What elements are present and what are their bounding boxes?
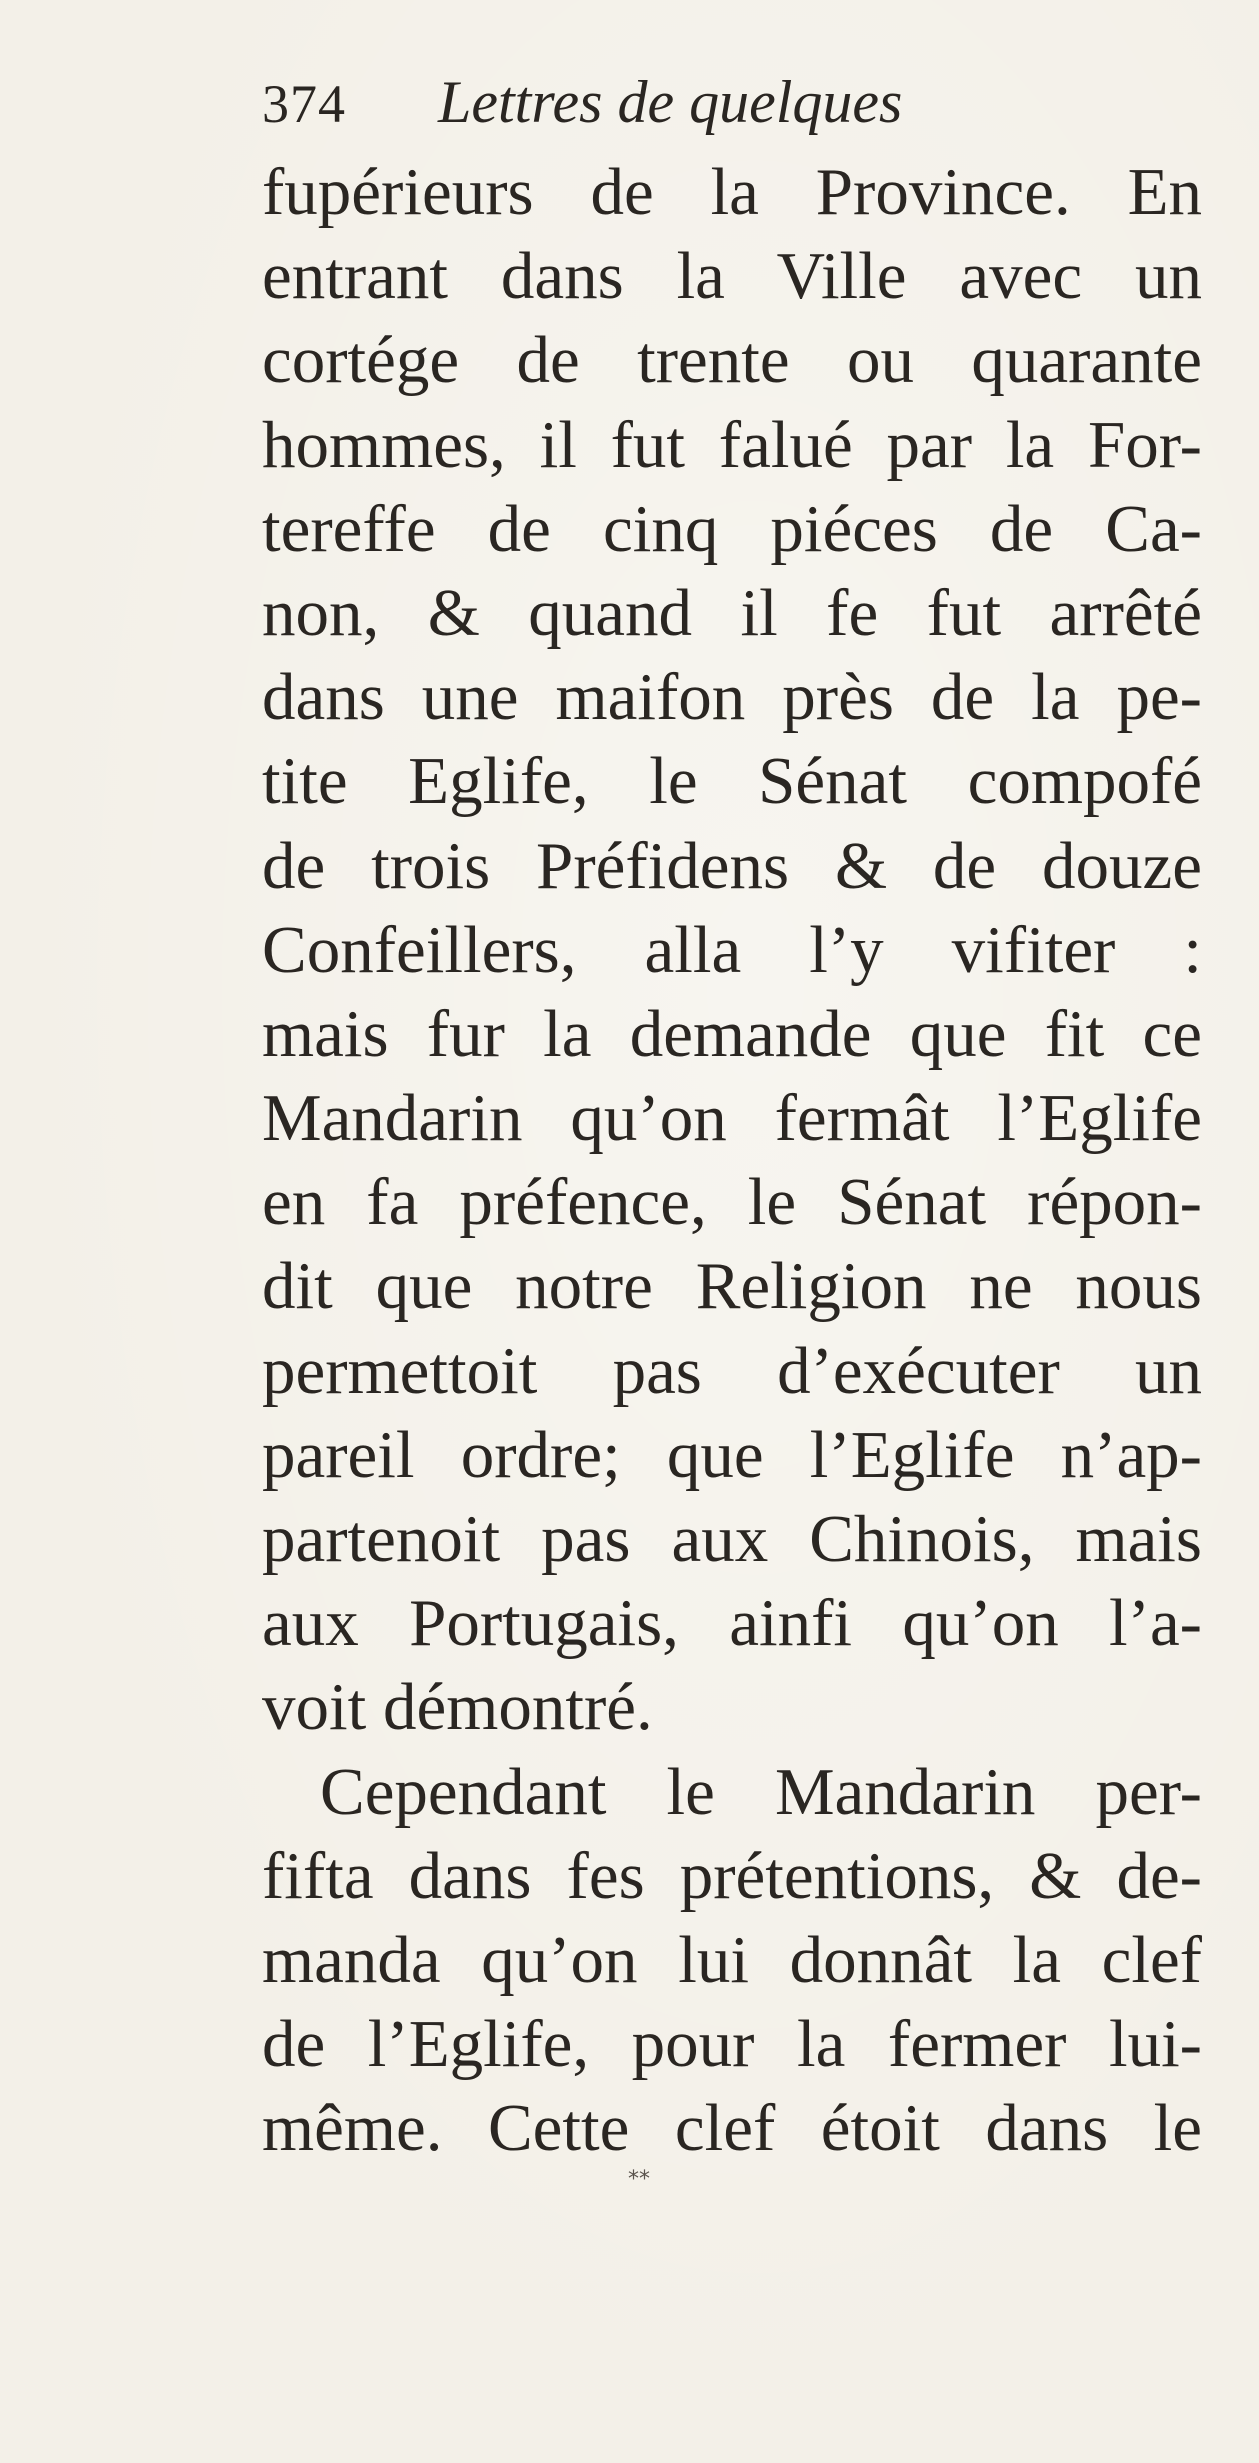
text-line: fifta dans fes prétentions, & de- bbox=[262, 1838, 1202, 1913]
running-title: Lettres de quelques bbox=[438, 69, 903, 135]
text-line: non, & quand il fe fut arrêté bbox=[262, 575, 1202, 650]
text-line: dans une maifon près de la pe- bbox=[262, 660, 1202, 735]
text-line: hommes, il fut falué par la For- bbox=[262, 407, 1202, 482]
text-line: partenoit pas aux Chinois, mais bbox=[262, 1502, 1202, 1576]
page-number: 374 bbox=[262, 74, 346, 134]
text-line: entrant dans la Ville avec un bbox=[262, 239, 1202, 314]
text-line: cortége de trente ou quarante bbox=[262, 323, 1202, 398]
text-line: fupérieurs de la Province. En bbox=[262, 155, 1202, 229]
text-line: de trois Préfidens & de douze bbox=[262, 828, 1202, 903]
paragraph-2 bbox=[262, 1750, 1202, 2171]
page-header bbox=[262, 68, 902, 158]
text-line: en fa préfence, le Sénat répon- bbox=[262, 1165, 1202, 1240]
text-line: mais fur la demande que fit ce bbox=[262, 996, 1202, 1071]
text-line: Cependant le Mandarin per- bbox=[320, 1754, 1202, 1829]
text-line: permettoit pas d’exécuter un bbox=[262, 1333, 1202, 1408]
text-line: Mandarin qu’on fermât l’Eglife bbox=[262, 1081, 1202, 1156]
text-line: Confeillers, alla l’y vifiter : bbox=[262, 912, 1202, 987]
text-line: tereffe de cinq piéces de Ca- bbox=[262, 491, 1202, 566]
text-line: de l’Eglife, pour la fermer lui- bbox=[262, 2007, 1202, 2082]
body-text bbox=[262, 150, 1202, 2171]
text-line: pareil ordre; que l’Eglife n’ap- bbox=[262, 1417, 1202, 1492]
text-line: manda qu’on lui donnât la clef bbox=[262, 1922, 1202, 1997]
printer-mark: ⁎⁎ bbox=[628, 2160, 650, 2185]
text-line: aux Portugais, ainfi qu’on l’a- bbox=[262, 1586, 1202, 1661]
text-line: même. Cette clef étoit dans le bbox=[262, 2091, 1202, 2166]
text-line: tite Eglife, le Sénat compofé bbox=[262, 744, 1202, 819]
paragraph-1 bbox=[262, 150, 1202, 1750]
text-line: voit démontré. bbox=[262, 1670, 653, 1745]
text-line: dit que notre Religion ne nous bbox=[262, 1249, 1202, 1324]
